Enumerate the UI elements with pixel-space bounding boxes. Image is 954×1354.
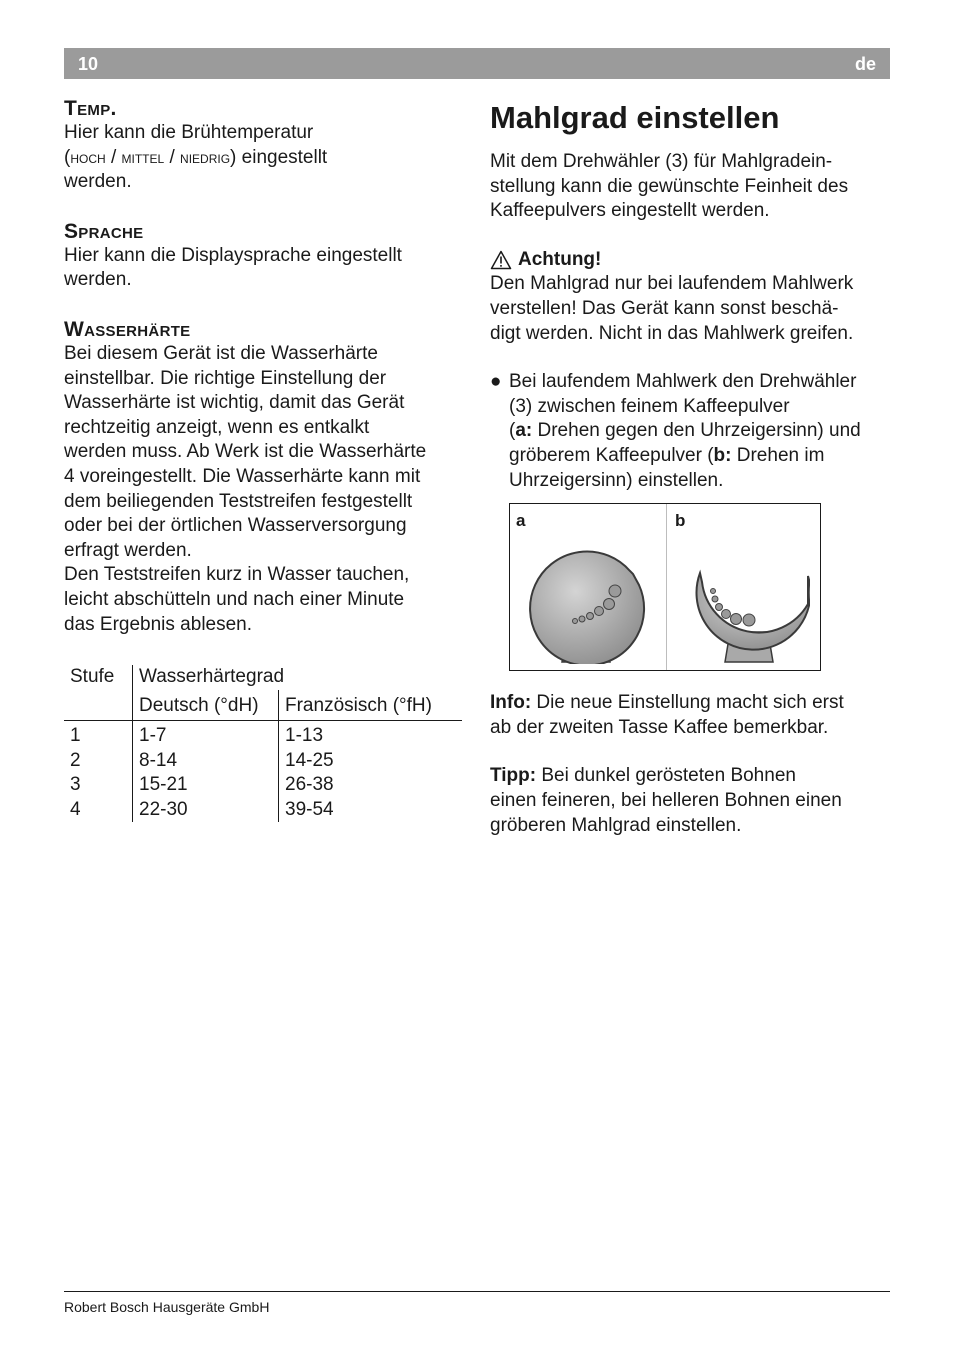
instruction-line: (3) zwischen feinem Kaffeepulver bbox=[509, 395, 790, 417]
cell-stufe: 3 bbox=[70, 774, 81, 796]
wasserhaerte-line: Den Teststreifen kurz in Wasser tauchen, bbox=[64, 564, 410, 586]
wasserhaerte-line: leicht abschütteln und nach einer Minute bbox=[64, 588, 405, 610]
instruction-b-text: Drehen im bbox=[731, 444, 825, 466]
sprache-text bbox=[64, 244, 464, 293]
cell-deutsch: 1-7 bbox=[133, 721, 279, 749]
tipp-line: gröberen Mahlgrad einstellen. bbox=[490, 814, 742, 836]
sprache-heading: Sprache bbox=[64, 219, 144, 243]
warning-text bbox=[490, 272, 890, 346]
warning-line: Den Mahlgrad nur bei laufendem Mahlwerk bbox=[490, 273, 854, 295]
footer-divider bbox=[64, 1291, 890, 1292]
table-row bbox=[64, 773, 462, 798]
bullet-dot-icon: ● bbox=[490, 371, 502, 393]
instruction-line bbox=[509, 444, 861, 469]
temp-option-niedrig: niedrig bbox=[180, 147, 231, 167]
temp-sep: / bbox=[164, 146, 181, 168]
wasserhaerte-line: dem beiliegenden Teststreifen festgestellt bbox=[64, 490, 413, 512]
wasserhaerte-text bbox=[64, 342, 464, 637]
page-title: Mahlgrad einstellen bbox=[490, 100, 780, 135]
temp-open: ( bbox=[64, 146, 71, 168]
wasserhaerte-line: werden muss. Ab Werk ist die Wasserhärte bbox=[64, 441, 427, 463]
figure-divider bbox=[666, 504, 667, 670]
sprache-line: werden. bbox=[64, 269, 132, 291]
temp-line: werden. bbox=[64, 171, 132, 193]
tipp-text-1: Bei dunkel gerösteten Bohnen bbox=[536, 765, 796, 787]
intro-line: Kaffeepulvers eingestellt werden. bbox=[490, 200, 770, 222]
header-bar bbox=[64, 48, 890, 79]
instruction-text bbox=[509, 370, 861, 493]
right-column bbox=[490, 96, 890, 838]
header-stufe: Stufe bbox=[70, 666, 115, 688]
temp-text bbox=[64, 121, 464, 195]
left-column bbox=[64, 96, 464, 822]
wasserhaerte-line: erfragt werden. bbox=[64, 539, 192, 561]
cell-deutsch: 15-21 bbox=[133, 773, 279, 798]
warning-line: verstellen! Das Gerät kann sonst beschä- bbox=[490, 297, 839, 319]
grind-dial-figure bbox=[509, 503, 821, 671]
tipp-key: Tipp: bbox=[490, 765, 537, 787]
grind-dial-a-icon bbox=[522, 524, 652, 664]
cell-stufe: 2 bbox=[70, 749, 81, 771]
intro-line: stellung kann die gewünschte Feinheit des bbox=[490, 175, 849, 197]
grind-dial-b-icon bbox=[680, 524, 810, 664]
cell-deutsch: 22-30 bbox=[133, 798, 279, 823]
language-code: de bbox=[854, 54, 876, 74]
instruction-open: ( bbox=[509, 420, 516, 442]
table-subheader-row bbox=[64, 690, 462, 721]
temp-options-line bbox=[64, 146, 464, 171]
info-text bbox=[490, 691, 890, 740]
table-row bbox=[64, 721, 462, 749]
header-empty bbox=[64, 690, 133, 721]
warning-triangle-icon bbox=[490, 250, 512, 270]
footer-company: Robert Bosch Hausgeräte GmbH bbox=[64, 1299, 270, 1315]
instruction-a-text: Drehen gegen den Uhrzeigersinn) und bbox=[532, 420, 861, 442]
info-key: Info: bbox=[490, 692, 532, 714]
wasserhaerte-line: rechtzeitig anzeigt, wenn es entkalkt bbox=[64, 416, 370, 438]
intro-line: Mit dem Drehwähler (3) für Mahlgradein- bbox=[490, 151, 833, 172]
temp-option-mittel: mittel bbox=[121, 147, 165, 167]
info-text-1: Die neue Einstellung macht sich erst bbox=[531, 692, 844, 714]
warning-label: Achtung! bbox=[518, 248, 602, 270]
table-row bbox=[64, 798, 462, 823]
instruction-line: Bei laufendem Mahlwerk den Drehwähler bbox=[509, 371, 857, 393]
intro-text bbox=[490, 150, 890, 224]
header-deutsch: Deutsch (°dH) bbox=[133, 690, 279, 721]
page-number: 10 bbox=[78, 54, 99, 74]
instruction-bullet bbox=[490, 370, 890, 493]
instruction-pre: gröberem Kaffeepulver ( bbox=[509, 444, 714, 466]
cell-stufe: 4 bbox=[70, 798, 81, 820]
figure-label-b: b bbox=[675, 511, 686, 531]
wasserhaerte-line: oder bei der örtlichen Wasserversorgung bbox=[64, 515, 407, 537]
sprache-line: Hier kann die Displaysprache eingestellt bbox=[64, 244, 402, 266]
tipp-text bbox=[490, 764, 890, 838]
temp-sep: / bbox=[105, 146, 122, 168]
table-header-row bbox=[64, 665, 462, 690]
wasserhaerte-line: Bei diesem Gerät ist die Wasserhärte bbox=[64, 342, 378, 364]
temp-tail: ) eingestellt bbox=[230, 146, 328, 168]
figure-label-a: a bbox=[516, 511, 526, 531]
info-line bbox=[490, 691, 890, 716]
warning-title bbox=[490, 248, 890, 273]
cell-stufe: 1 bbox=[70, 725, 81, 747]
header-wasserhaertegrad: Wasserhärtegrad bbox=[133, 665, 463, 690]
tipp-line: einen feineren, bei helleren Bohnen einen bbox=[490, 789, 842, 811]
cell-franzoesisch: 26-38 bbox=[279, 773, 463, 798]
header-franzoesisch: Französisch (°fH) bbox=[279, 690, 463, 721]
key-a: a: bbox=[515, 420, 533, 442]
wasserhaerte-line: einstellbar. Die richtige Einstellung der bbox=[64, 367, 387, 389]
wasserhaerte-heading: Wasserhärte bbox=[64, 317, 191, 341]
wasserhaerte-line: das Ergebnis ablesen. bbox=[64, 613, 253, 635]
cell-franzoesisch: 14-25 bbox=[279, 749, 463, 774]
cell-deutsch: 8-14 bbox=[133, 749, 279, 774]
temp-line: Hier kann die Brühtemperatur bbox=[64, 122, 314, 143]
info-line: ab der zweiten Tasse Kaffee bemerkbar. bbox=[490, 716, 829, 738]
key-b: b: bbox=[713, 444, 732, 466]
temp-heading: Temp. bbox=[64, 97, 117, 120]
table-row bbox=[64, 749, 462, 774]
instruction-line bbox=[509, 419, 861, 444]
warning-line: digt werden. Nicht in das Mahlwerk greifen. bbox=[490, 322, 854, 344]
wasserhaerte-line: 4 voreingestellt. Die Wasserhärte kann mit bbox=[64, 465, 421, 487]
temp-option-hoch: hoch bbox=[70, 147, 106, 167]
tipp-line bbox=[490, 764, 890, 789]
instruction-line: Uhrzeigersinn) einstellen. bbox=[509, 469, 724, 491]
cell-franzoesisch: 39-54 bbox=[279, 798, 463, 823]
cell-franzoesisch: 1-13 bbox=[279, 721, 463, 749]
wasserhaerte-line: Wasserhärte ist wichtig, damit das Gerät bbox=[64, 392, 405, 414]
water-hardness-table bbox=[64, 665, 462, 822]
